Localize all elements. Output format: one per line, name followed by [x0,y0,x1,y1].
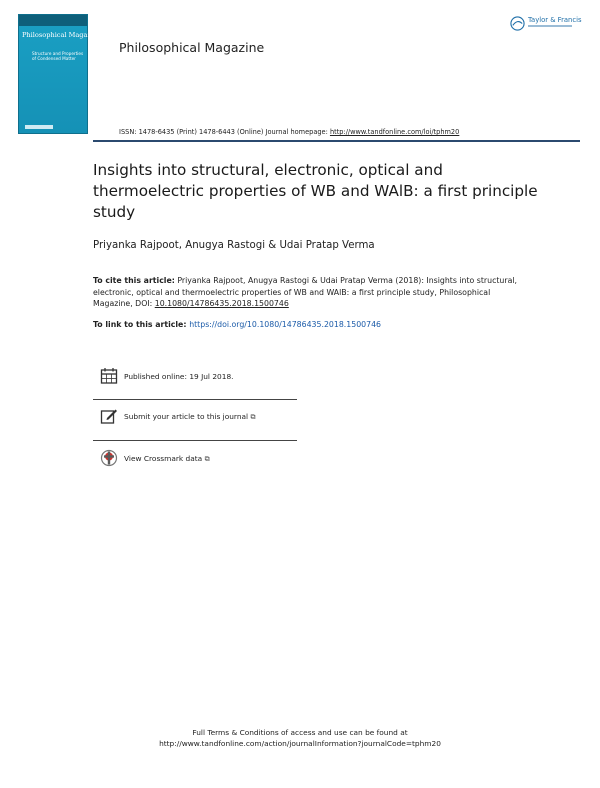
edit-icon [100,407,118,425]
publisher-name: Taylor & Francis [528,16,582,24]
crossmark-label: View Crossmark data [124,454,203,463]
cover-publisher-mark [25,125,53,129]
journal-homepage-link[interactable]: http://www.tandfonline.com/loi/tphm20 [329,128,460,136]
submit-article-link[interactable] [124,412,255,422]
publisher-logo[interactable] [510,14,582,36]
citation-block [93,275,523,310]
crossmark-link[interactable] [124,454,210,464]
divider [93,399,297,400]
taylor-francis-logo-icon [510,16,525,31]
submit-row[interactable] [98,405,296,439]
journal-cover [18,14,102,134]
publisher-tagline-line [528,25,572,27]
article-title: Insights into structural, electronic, optical and thermoelectric properties of WB and WAlB: a first principle study [93,161,538,221]
footer-terms: Full Terms & Conditions of access and use can be found at [192,728,408,737]
cite-label: To cite this article: [93,276,175,285]
external-link-icon: ⧉ [250,413,256,421]
published-row [98,365,296,399]
article-authors: Priyanka Rajpoot, Anugya Rastogi & Udai Pratap Verma [93,240,375,251]
cover-subtitle: Structure and Properties of Condensed Matter [32,51,84,61]
article-link-line [93,320,381,329]
submit-article-label: Submit your article to this journal [124,412,249,421]
cite-text: Priyanka Rajpoot, Anugya Rastogi & Udai Pratap Verma (2018): Insights into structural, electronic, optical and thermoelectric properties of WB and WAlB: a first principle study, Philosophical Magazine, DOI: [93,276,517,308]
published-date: Published online: 19 Jul 2018. [124,372,234,381]
header-rule [93,140,580,142]
cover-title: Philosophical Magazine [22,31,102,39]
article-doi-link[interactable]: https://doi.org/10.1080/14786435.2018.1500746 [189,320,381,329]
issn-line [119,128,459,136]
link-label: To link to this article: [93,320,190,329]
crossmark-row[interactable] [98,447,296,481]
journal-name: Philosophical Magazine [119,40,265,55]
external-link-icon: ⧉ [204,455,210,463]
cite-doi: 10.1080/14786435.2018.1500746 [154,299,289,308]
cover-top-strip [19,15,87,26]
divider [93,440,297,441]
issn-text: ISSN: 1478-6435 (Print) 1478-6443 (Online) Journal homepage: [119,128,330,136]
footer-terms-url[interactable]: http://www.tandfonline.com/action/journalInformation?journalCode=tphm20 [159,739,441,748]
crossmark-icon [100,449,118,467]
footer [0,727,600,749]
calendar-icon [100,367,118,385]
